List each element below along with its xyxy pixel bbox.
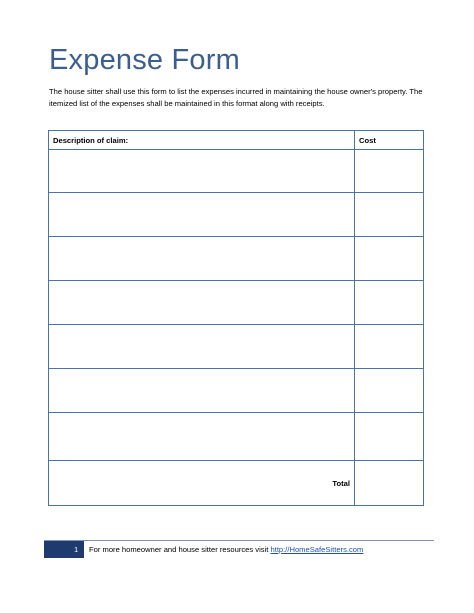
intro-paragraph: The house sitter shall use this form to list the expenses incurred in maintaining the house owner's property. The itemized list of the expenses shall be maintained in this format along with receipts.: [49, 87, 423, 108]
cost-cell[interactable]: [355, 325, 424, 369]
total-cost-cell[interactable]: [355, 461, 424, 506]
table-row: [49, 193, 424, 237]
description-cell[interactable]: [49, 369, 355, 413]
table-row: [49, 237, 424, 281]
cost-header: Cost: [355, 131, 424, 150]
page-number-box: [44, 541, 84, 558]
table-row: [49, 150, 424, 193]
description-cell[interactable]: [49, 413, 355, 461]
table-row: [49, 369, 424, 413]
description-header: Description of claim:: [49, 131, 355, 150]
footer-message: For more homeowner and house sitter resources visit: [89, 545, 271, 554]
table-row: [49, 325, 424, 369]
expense-table: [48, 130, 424, 506]
description-cell[interactable]: [49, 150, 355, 193]
description-cell[interactable]: [49, 237, 355, 281]
description-cell[interactable]: [49, 325, 355, 369]
cost-cell[interactable]: [355, 369, 424, 413]
cost-cell[interactable]: [355, 150, 424, 193]
footer-divider: [44, 540, 434, 541]
page-number: 1: [74, 545, 79, 554]
page-title: Expense Form: [49, 44, 240, 76]
page-footer: [44, 540, 434, 558]
table-row: [49, 413, 424, 461]
table-header-row: [49, 131, 424, 150]
cost-cell[interactable]: [355, 237, 424, 281]
cost-cell[interactable]: [355, 413, 424, 461]
table-row: [49, 281, 424, 325]
cost-cell[interactable]: [355, 281, 424, 325]
cost-cell[interactable]: [355, 193, 424, 237]
total-label: Total: [49, 461, 355, 506]
footer-link[interactable]: http://HomeSafeSitters.com: [270, 545, 364, 554]
description-cell[interactable]: [49, 193, 355, 237]
footer-text: [89, 545, 363, 554]
description-cell[interactable]: [49, 281, 355, 325]
total-row: [49, 461, 424, 506]
